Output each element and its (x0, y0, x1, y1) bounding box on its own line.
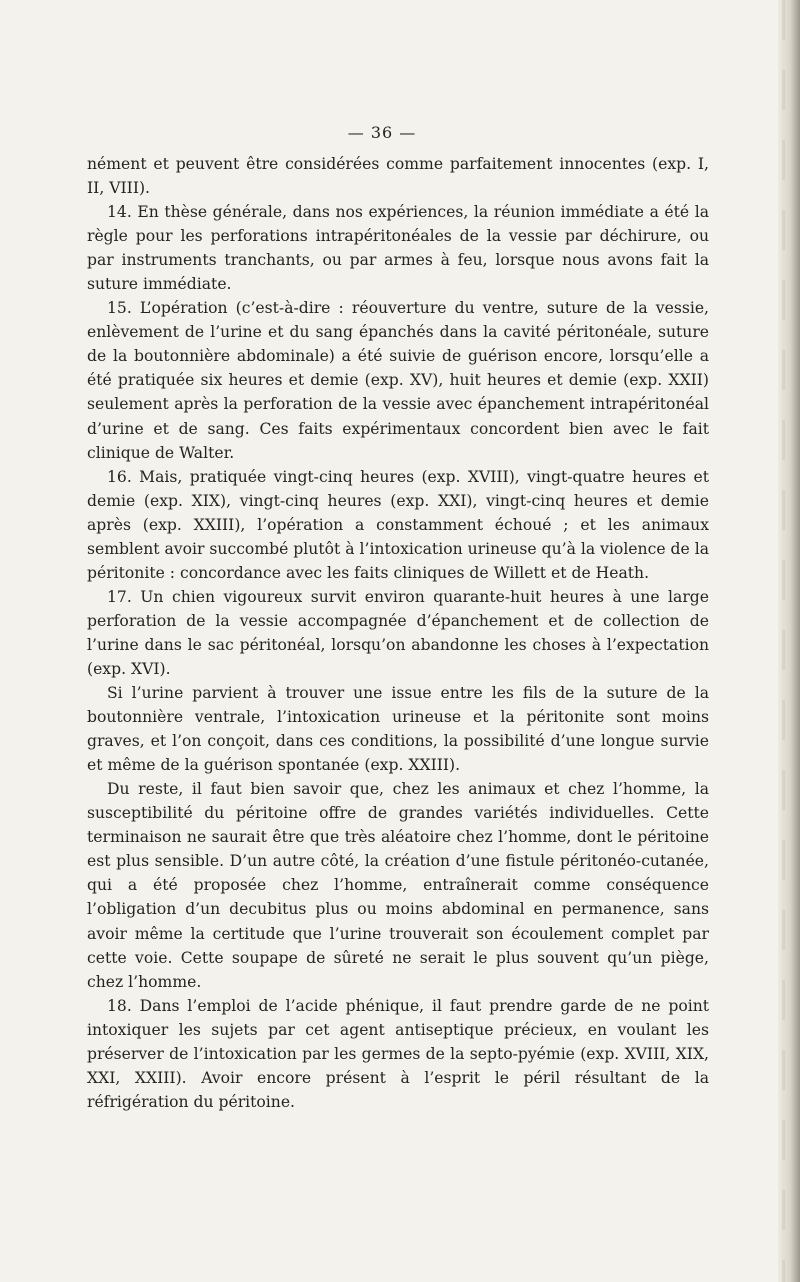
paragraph-urine-issue: Si l’urine parvient à trouver une issue entre les fils de la suture de la boutonnière ventrale, l’intoxication urineuse et la péritonite sont moins graves, et l’on conçoit, dans ces conditions, la possibilité d’une longue survie et même de la guérison spontanée (exp. XXIII). (87, 684, 709, 775)
paragraph-14: 14. En thèse générale, dans nos expériences, la réunion immédiate a été la règle pour les perforations intrapéritonéales de la vessie par déchirure, ou par instruments tranchants, ou par armes à feu, lorsque nous avons fait la suture immédiate. (87, 203, 709, 294)
paragraph-18: 18. Dans l’emploi de l’acide phénique, il faut prendre garde de ne point intoxiquer les sujets par cet agent antiseptique précieux, en voulant les préserver de l’intoxication par les germes de la septo-pyémie (exp. XVIII, XIX, XXI, XXIII). Avoir encore présent à l’esprit le péril résultant de la réfrigération du péritoine. (87, 996, 709, 1111)
paragraph-16: 16. Mais, pratiquée vingt-cinq heures (exp. XVIII), vingt-quatre heures et demie (exp. XIX), vingt-cinq heures (exp. XXI), vingt-cinq heures et demie après (exp. XXIII), l’opération a constamment échoué ; et les animaux semblent avoir succombé plutôt à l’intoxication urineuse qu’à la violence de la péritonite : concordance avec les faits cliniques de Willett et de Heath. (87, 467, 709, 582)
page-number: — 36 — (347, 123, 417, 142)
paragraph-15: 15. L’opération (c’est-à-dire : réouverture du ventre, suture de la vessie, enlèvement de l’urine et du sang épanchés dans la cavité péritonéale, suture de la boutonnière abdominale) a été suivie de guérison encore, lorsqu’elle a été pratiquée six heures et demie (exp. XV), huit heures et demie (exp. XXII) seulement après la perforation de la vessie avec épanchement intrapéritonéal d’urine et de sang. Ces faits expérimentaux concordent bien avec le fait clinique de Walter. (87, 299, 709, 462)
paragraph-17: 17. Un chien vigoureux survit environ quarante-huit heures à une large perforation de la vessie accompagnée d’épanchement et de collection de l’urine dans le sac péritonéal, lorsqu’on abandonne les choses à l’expectation (exp. XVI). (87, 587, 709, 678)
body-text (87, 152, 709, 1114)
page-edge-shadow (778, 0, 800, 1282)
paragraph-du-reste: Du reste, il faut bien savoir que, chez les animaux et chez l’homme, la susceptibilité du péritoine offre de grandes variétés individuelles. Cette terminaison ne saurait être que très aléatoire chez l’homme, dont le péritoine est plus sensible. D’un autre côté, la création d’une fistule péritonéo-cutanée, qui a été proposée chez l’homme, entraînerait comme conséquence l’obligation d’un decubitus plus ou moins abdominal en permanence, sans avoir même la certitude que l’urine trouverait son écoulement complet par cette voie. Cette soupape de sûreté ne serait le plus souvent qu’un piège, chez l’homme. (87, 780, 709, 991)
paragraph-continuation: nément et peuvent être considérées comme parfaitement innocentes (exp. I, II, VIII). (87, 155, 709, 198)
